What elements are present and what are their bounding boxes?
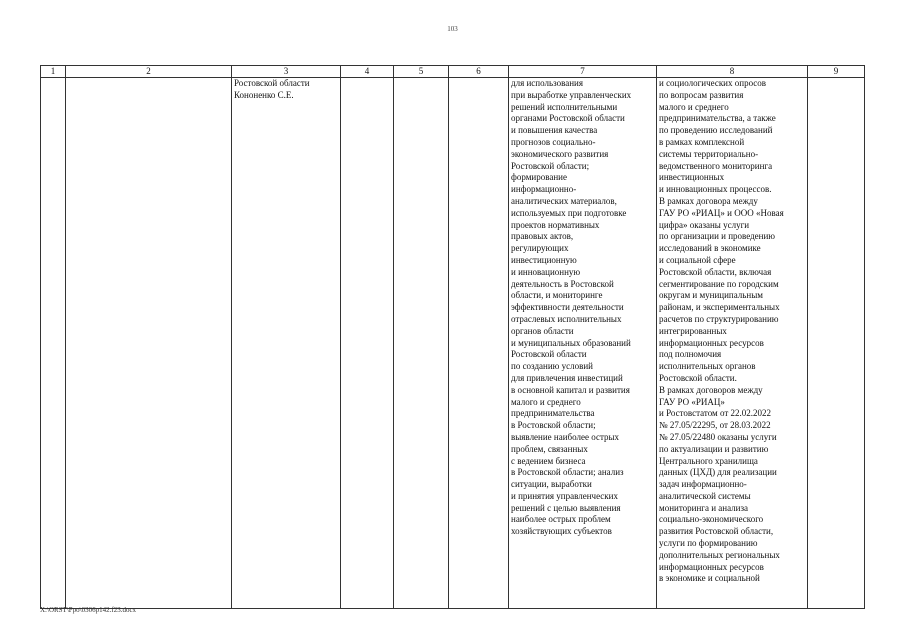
- col7-text-line: с ведением бизнеса: [511, 455, 586, 466]
- col8-text-line: Ростовской области, включая: [659, 266, 772, 277]
- col7-text-line: в Ростовской области; анализ: [511, 467, 624, 478]
- col8-text-line: по вопросам развития: [659, 89, 744, 100]
- cell-col-6: [449, 78, 509, 609]
- col8-text-line: информационных ресурсов: [659, 561, 764, 572]
- col7-text-line: Ростовской области;: [511, 160, 590, 171]
- col7-text-line: деятельность в Ростовской: [511, 278, 614, 289]
- col7-text-line: в Ростовской области;: [511, 420, 596, 431]
- col7-text-line: проблем, связанных: [511, 443, 588, 454]
- col7-text-line: области, и мониторинге: [511, 290, 603, 301]
- col8-text-line: по организации и проведению: [659, 231, 776, 242]
- responsible-org-text: Ростовской области: [234, 78, 310, 88]
- col8-text-line: в рамках комплексной: [659, 136, 745, 147]
- col8-text-line: по проведению исследований: [659, 125, 773, 136]
- col7-text-line: регулирующих: [511, 243, 569, 254]
- col8-text-line: исследований в экономике: [659, 243, 761, 254]
- col8-text-line: и инновационных процессов.: [659, 184, 772, 195]
- col8-text-line: аналитической системы: [659, 490, 751, 501]
- col8-text-line: интегрированных: [659, 325, 727, 336]
- col7-text-line: правовых актов,: [511, 231, 574, 242]
- column-header-5: 5: [394, 66, 449, 78]
- col8-text-line: услуги по формированию: [659, 538, 758, 549]
- footer-file-path: X:\ORST\Ppo\0306p142.f23.docx: [40, 606, 137, 614]
- col7-text-line: и принятия управленческих: [511, 490, 618, 501]
- col7-text-line: для привлечения инвестиций: [511, 372, 623, 383]
- col7-text-line: Ростовской области: [511, 349, 587, 360]
- col7-text-line: и повышения качества: [511, 125, 598, 136]
- col7-text-line: и муниципальных образований: [511, 337, 631, 348]
- col8-text-line: Центрального хранилища: [659, 455, 758, 466]
- column-header-7: 7: [509, 66, 657, 78]
- col8-text-line: системы территориально-: [659, 148, 759, 159]
- col7-text-line: для использования: [511, 78, 583, 88]
- cell-col-1: [41, 78, 66, 609]
- col7-text-line: и инновационную: [511, 266, 581, 277]
- col7-text-line: выявление наиболее острых: [511, 431, 620, 442]
- column-header-4: 4: [341, 66, 394, 78]
- table-row: [41, 78, 865, 609]
- col8-text-line: под полномочия: [659, 349, 722, 360]
- col8-text-line: задач информационно-: [659, 479, 747, 490]
- col7-text-line: в основной капитал и развития: [511, 384, 630, 395]
- col8-text-line: и Ростовстатом от 22.02.2022: [659, 408, 772, 419]
- col8-text-line: ГАУ РО «РИАЦ» и ООО «Новая: [659, 207, 784, 218]
- col7-text-line: ситуации, выработки: [511, 479, 592, 490]
- cell-col-3: [232, 78, 341, 609]
- cell-col-9: [808, 78, 865, 609]
- col7-text-line: инвестиционную: [511, 254, 577, 265]
- column-header-3: 3: [232, 66, 341, 78]
- col8-text-line: социально-экономического: [659, 514, 764, 525]
- page-number: 103: [447, 25, 458, 33]
- responsible-person-text: Кононенко С.Е.: [234, 89, 294, 100]
- col8-text-line: в экономике и социальной: [659, 573, 760, 584]
- col8-text-line: В рамках договора между: [659, 195, 758, 206]
- col7-text-line: предпринимательства: [511, 408, 595, 419]
- col7-text-line: эффективности деятельности: [511, 302, 624, 313]
- col8-text-line: и социальной сфере: [659, 254, 736, 265]
- cell-col-4: [341, 78, 394, 609]
- col8-text-line: по актуализации и развитию: [659, 443, 769, 454]
- col8-text-line: № 27.05/22295, от 28.03.2022: [659, 420, 771, 431]
- col8-text-line: информационных ресурсов: [659, 337, 764, 348]
- column-header-2: 2: [66, 66, 232, 78]
- col8-text-line: данных (ЦХД) для реализации: [659, 467, 777, 478]
- col7-text-line: экономического развития: [511, 148, 609, 159]
- col7-text-line: формирование: [511, 172, 567, 183]
- col8-text-line: ГАУ РО «РИАЦ»: [659, 396, 725, 407]
- cell-col-5: [394, 78, 449, 609]
- col7-text-line: аналитических материалов,: [511, 195, 617, 206]
- col7-text-line: информационно-: [511, 184, 577, 195]
- col8-text-line: районам, и экспериментальных: [659, 302, 780, 313]
- col7-text-line: по созданию условий: [511, 361, 594, 372]
- col8-text-line: № 27.05/22480 оказаны услуги: [659, 431, 777, 442]
- column-number-row: [41, 66, 865, 78]
- col8-text-line: дополнительных региональных: [659, 549, 780, 560]
- col7-text-line: хозяйствующих субъектов: [511, 526, 612, 537]
- column-header-6: 6: [449, 66, 509, 78]
- col7-text-line: решений исполнительными: [511, 101, 618, 112]
- col7-text-line: органами Ростовской области: [511, 113, 625, 124]
- document-table: [40, 65, 865, 609]
- col7-text-line: используемых при подготовке: [511, 207, 627, 218]
- col8-text-line: предпринимательства, а также: [659, 113, 776, 124]
- col8-text-line: цифра» оказаны услуги: [659, 219, 750, 230]
- col8-text-line: расчетов по структурированию: [659, 313, 779, 324]
- col8-text-line: сегментирование по городским: [659, 278, 779, 289]
- col8-text-line: округам и муниципальным: [659, 290, 763, 301]
- col7-text-line: прогнозов социально-: [511, 136, 596, 147]
- col8-text-line: Ростовской области.: [659, 372, 737, 383]
- cell-col-2: [66, 78, 232, 609]
- col7-text-line: проектов нормативных: [511, 219, 600, 230]
- column-header-8: 8: [657, 66, 808, 78]
- col7-text-line: при выработке управленческих: [511, 89, 632, 100]
- col8-text-line: развития Ростовской области,: [659, 526, 774, 537]
- column-header-1: 1: [41, 66, 66, 78]
- col7-text-line: решений с целью выявления: [511, 502, 621, 513]
- cell-col-7: [509, 78, 657, 609]
- col8-text-line: В рамках договоров между: [659, 384, 763, 395]
- col8-text-line: инвестиционных: [659, 172, 725, 183]
- col8-text-line: мониторинга и анализа: [659, 502, 749, 513]
- col8-text-line: исполнительных органов: [659, 361, 756, 372]
- col7-text-line: малого и среднего: [511, 396, 581, 407]
- col8-text-line: малого и среднего: [659, 101, 729, 112]
- col7-text-line: наиболее острых проблем: [511, 514, 611, 525]
- column-header-9: 9: [808, 66, 865, 78]
- col8-text-line: и социологических опросов: [659, 78, 767, 88]
- cell-col-8: [657, 78, 808, 609]
- col7-text-line: органов области: [511, 325, 574, 336]
- col7-text-line: отраслевых исполнительных: [511, 313, 622, 324]
- col8-text-line: ведомственного мониторинга: [659, 160, 773, 171]
